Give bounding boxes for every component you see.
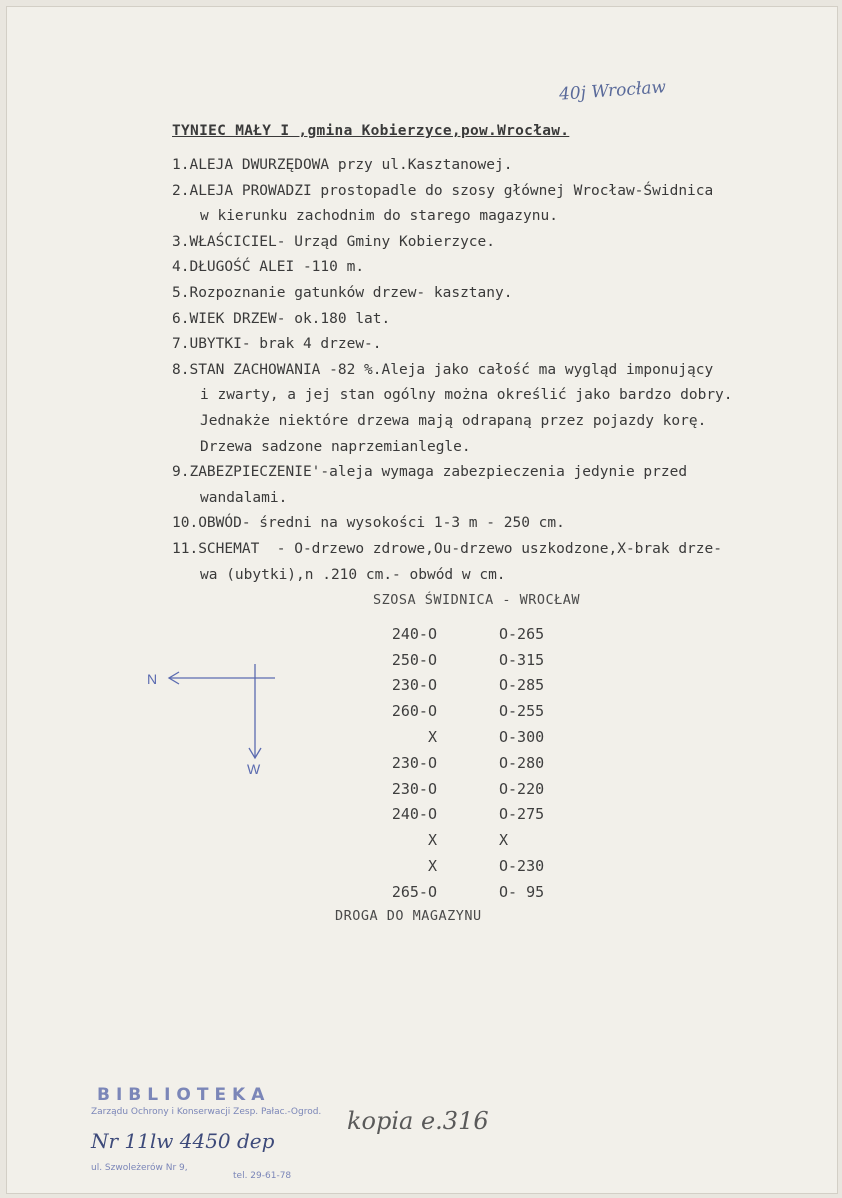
tree-right: O- 95 [499,882,545,901]
table-row [377,827,569,853]
tree-left: 240-O [391,805,437,824]
list-item-continuation: w kierunku zachodnim do starego magazynu. [200,208,558,225]
tree-right: O-255 [499,702,545,721]
tree-left: X [427,728,437,747]
list-item: 7.UBYTKI- brak 4 drzew-. [172,336,382,353]
stamp-institution: Zarządu Ochrony i Konserwacji Zesp. Pałac.-Ogrod. [91,1107,322,1117]
row-gap [437,621,499,647]
list-item-continuation: Jednakże niektóre drzewa mają odrapaną przez pojazdy korę. [200,412,707,429]
tree-right: O-300 [499,728,545,747]
table-row [377,698,569,724]
row-gap [437,673,499,699]
tree-right: O-265 [499,624,545,643]
table-row [377,673,569,699]
list-item-continuation: Drzewa sadzone naprzemianlegle. [200,438,471,455]
library-stamp [91,1085,331,1185]
list-item: 8.STAN ZACHOWANIA -82 %.Aleja jako całość ma wygląd imponujący [172,361,714,378]
list-item-continuation: i zwarty, a jej stan ogólny można określić jako bardzo dobry. [200,387,733,404]
stamp-inventory-number: Nr 11lw 4450 dep [91,1129,275,1153]
row-gap [437,724,499,750]
list-item: 3.WŁAŚCICIEL- Urząd Gminy Kobierzyce. [172,233,496,250]
tree-left: 230-O [391,779,437,798]
tree-left: 230-O [391,676,437,695]
compass-w-label: W [247,761,261,777]
document-title: TYNIEC MAŁY I ,gmina Kobierzyce,pow.Wrocław. [172,123,570,139]
tree-left: 250-O [391,650,437,669]
items-list [172,153,832,588]
table-row [377,647,569,673]
table-row [377,802,569,828]
row-gap [437,776,499,802]
tree-right: O-285 [499,676,545,695]
handwritten-copy-note: kopia e.316 [347,1107,489,1135]
row-gap [437,750,499,776]
row-gap [437,647,499,673]
tree-left: 265-O [391,882,437,901]
tree-right: O-315 [499,650,545,669]
list-item: 11.SCHEMAT - O-drzewo zdrowe,Ou-drzewo uszkodzone,X-brak drze- [172,540,722,557]
list-item: 4.DŁUGOŚĆ ALEI -110 m. [172,259,365,276]
table-row [377,621,569,647]
handwritten-location-note: 40j Wrocław [558,77,667,105]
tree-left: 260-O [391,702,437,721]
tree-schema-table [377,621,569,905]
list-item: 2.ALEJA PROWADZI prostopadle do szosy głównej Wrocław-Świdnica [172,182,714,199]
tree-left: X [427,857,437,876]
table-row [377,750,569,776]
table-row [377,776,569,802]
compass-n-label: N [147,671,158,687]
list-item: 10.OBWÓD- średni na wysokości 1-3 m - 250 cm. [172,515,565,532]
row-gap [437,853,499,879]
row-gap [437,698,499,724]
row-gap [437,827,499,853]
tree-right: X [499,831,509,850]
list-item: 6.WIEK DRZEW- ok.180 lat. [172,310,391,327]
stamp-address: ul. Szwoleżerów Nr 9, [91,1163,188,1173]
compass-diagram [147,662,287,782]
tree-right: O-230 [499,857,545,876]
table-row [377,853,569,879]
road-label-bottom: DROGA DO MAGAZYNU [335,908,482,924]
table-row [377,879,569,905]
stamp-title: BIBLIOTEKA [97,1085,271,1105]
list-item-continuation: wa (ubytki),n .210 cm.- obwód w cm. [200,566,506,583]
row-gap [437,802,499,828]
list-item: 5.Rozpoznanie gatunków drzew- kasztany. [172,284,513,301]
tree-right: O-220 [499,779,545,798]
tree-left: 230-O [391,753,437,772]
tree-right: O-280 [499,753,545,772]
road-label-top: SZOSA ŚWIDNICA - WROCŁAW [373,592,581,608]
tree-left: 240-O [391,624,437,643]
document-page [6,6,838,1194]
tree-right: O-275 [499,805,545,824]
row-gap [437,879,499,905]
table-row [377,724,569,750]
list-item-continuation: wandalami. [200,489,288,506]
tree-left: X [427,831,437,850]
list-item: 1.ALEJA DWURZĘDOWA przy ul.Kasztanowej. [172,157,513,173]
stamp-phone: tel. 29-61-78 [233,1171,292,1181]
list-item: 9.ZABEZPIECZENIE'-aleja wymaga zabezpieczenia jedynie przed [172,464,688,481]
